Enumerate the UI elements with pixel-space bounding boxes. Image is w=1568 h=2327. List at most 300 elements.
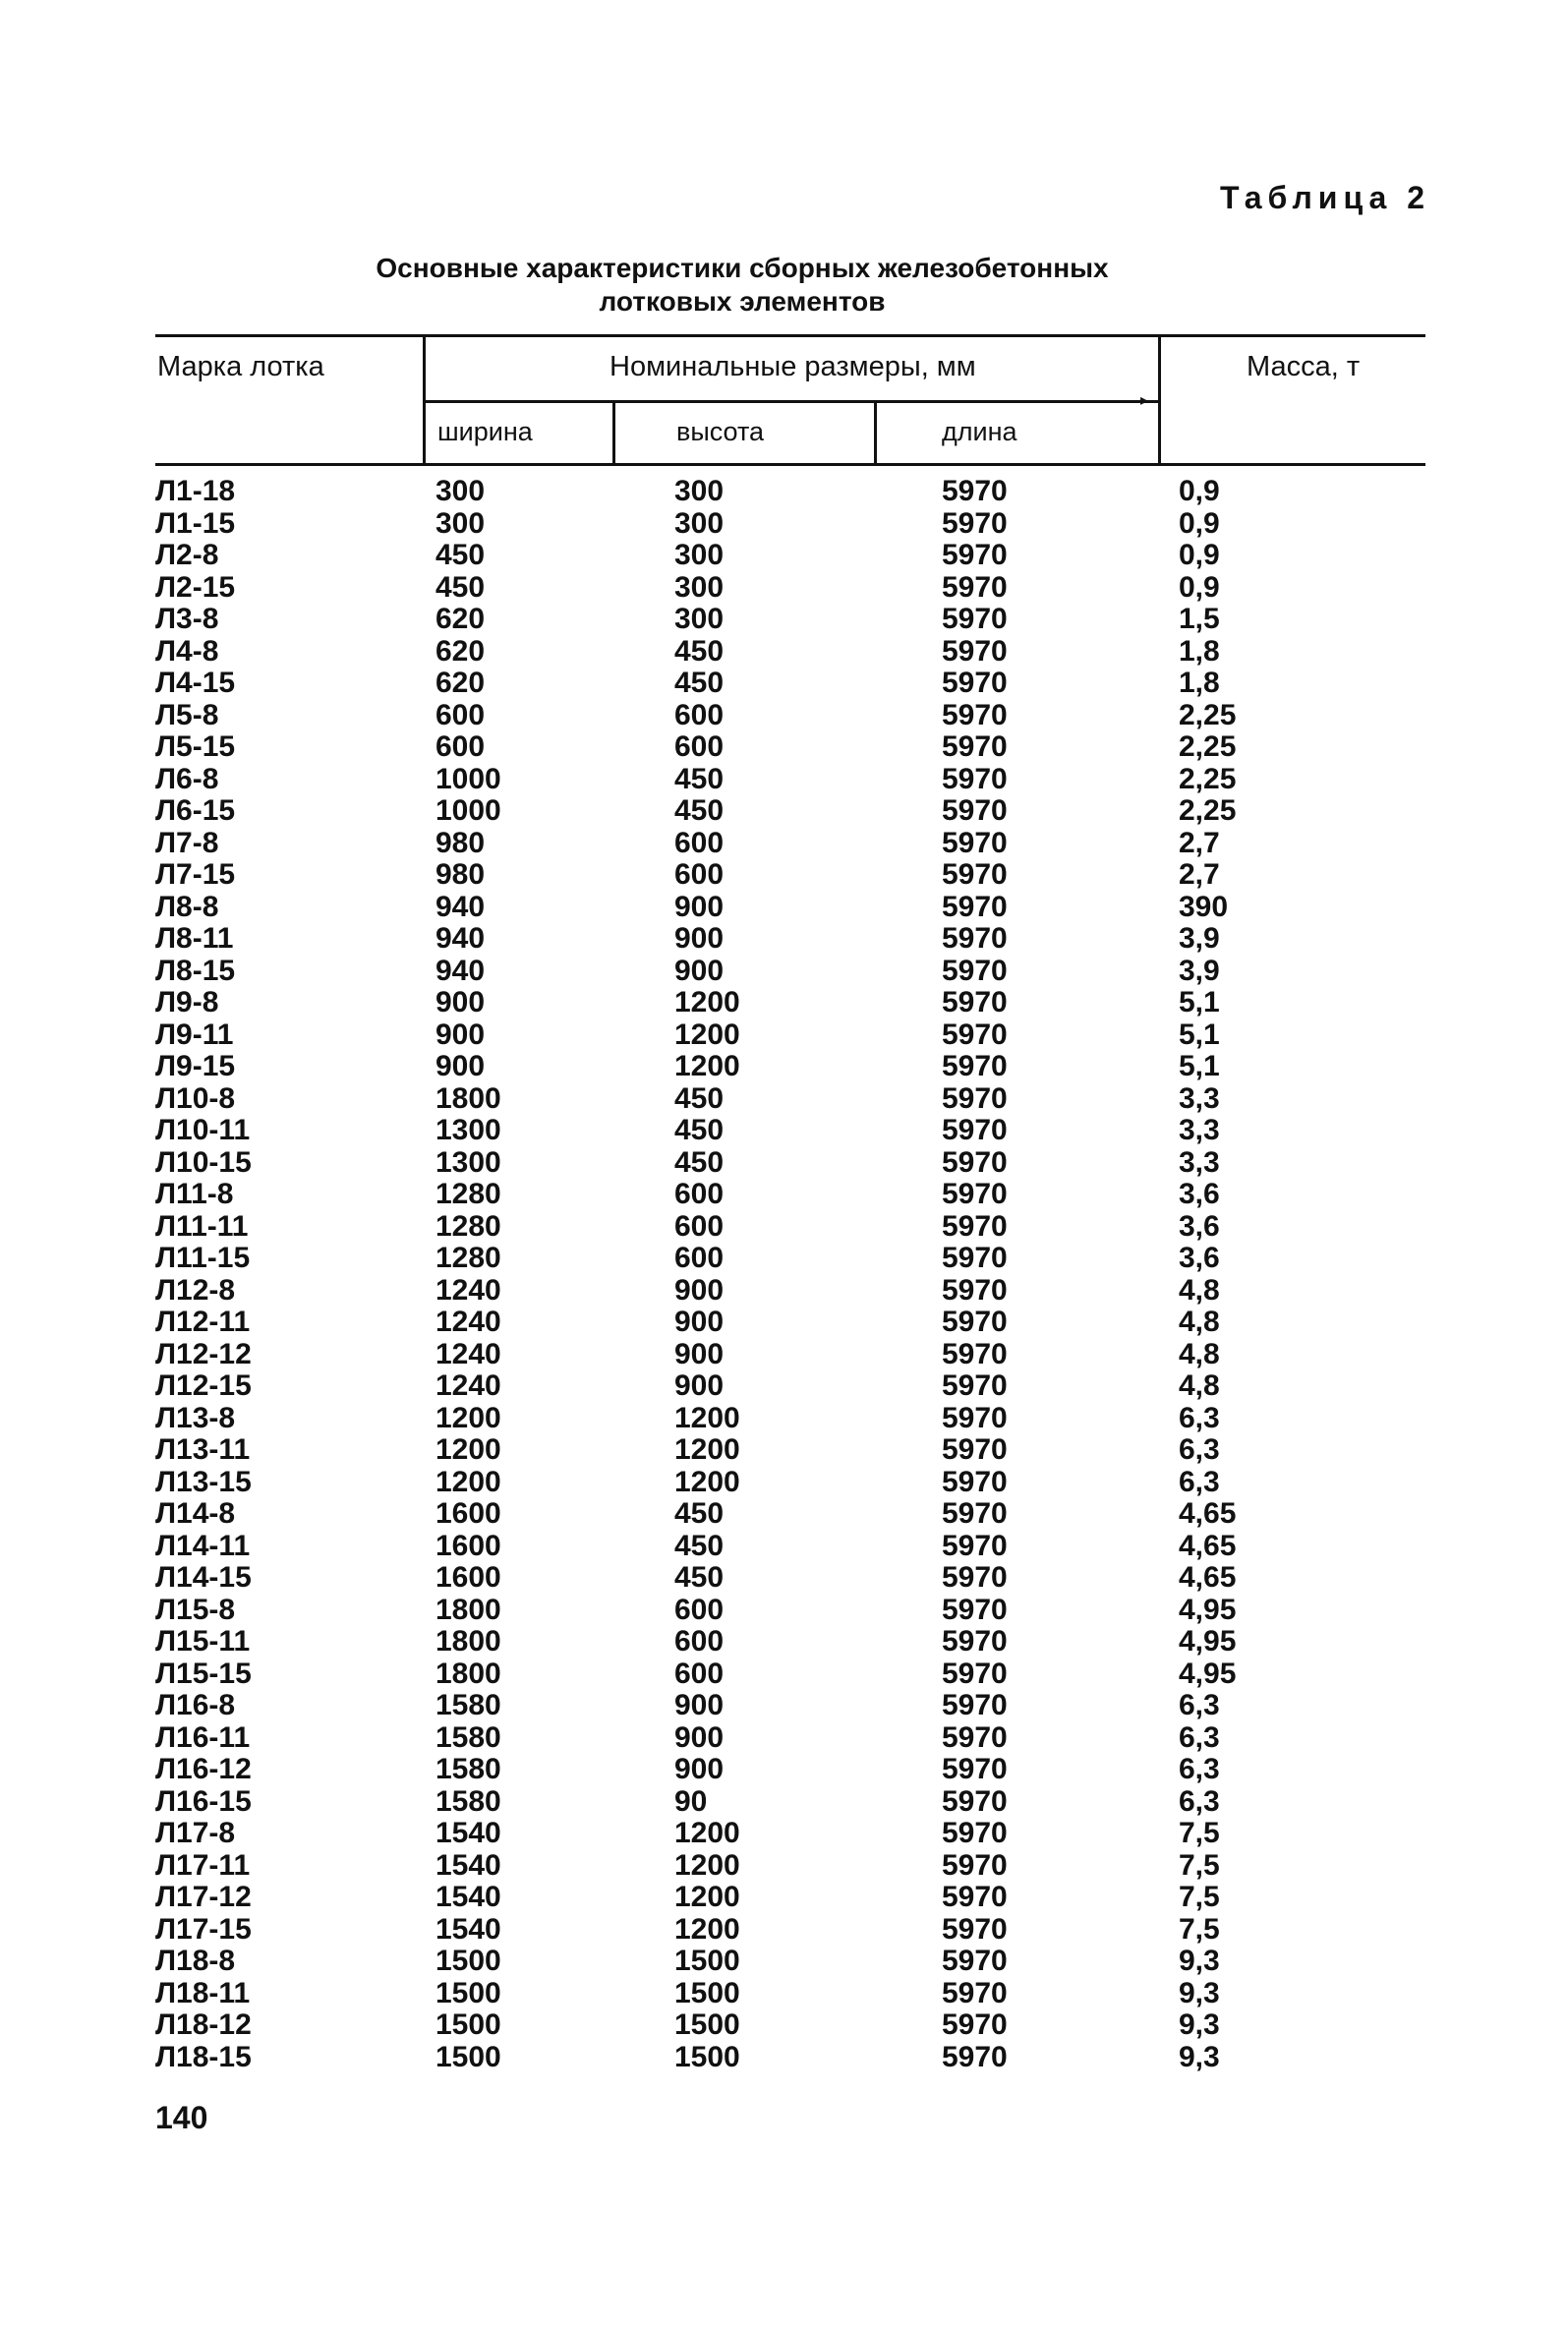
- cell-height: 450: [674, 667, 725, 699]
- cell-length: 5970: [942, 1848, 1008, 1882]
- table-row: [0, 668, 1568, 700]
- cell-height: 300: [674, 475, 725, 507]
- cell-mass: 2,25: [1179, 762, 1237, 795]
- cell-width: 1200: [436, 1401, 501, 1434]
- header-length: длина: [942, 417, 1017, 446]
- cell-width: 1800: [436, 1625, 501, 1658]
- cell-height: 300: [674, 570, 725, 604]
- cell-width: 1600: [436, 1497, 501, 1530]
- cell-length: 5970: [942, 762, 1008, 795]
- cell-height: 450: [674, 794, 725, 827]
- cell-mass: 1,8: [1179, 667, 1220, 699]
- cell-height: 1200: [674, 1018, 740, 1051]
- cell-width: 1200: [436, 1465, 501, 1498]
- table-row: [0, 1531, 1568, 1563]
- cell-height: 900: [674, 1720, 725, 1754]
- cell-width: 450: [436, 539, 486, 571]
- table-caption: [354, 252, 1131, 319]
- cell-mass: 5,1: [1179, 1050, 1220, 1082]
- cell-mark: Л8-8: [155, 890, 219, 923]
- cell-height: 1500: [674, 2008, 740, 2041]
- cell-mass: 3,3: [1179, 1145, 1220, 1179]
- table-row: [0, 987, 1568, 1019]
- table-row: [0, 540, 1568, 572]
- cell-mark: Л11-11: [155, 1209, 249, 1243]
- cell-height: 450: [674, 1561, 725, 1594]
- cell-width: 1240: [436, 1273, 501, 1307]
- cell-mass: 3,9: [1179, 922, 1220, 955]
- cell-mass: 4,8: [1179, 1273, 1220, 1307]
- cell-height: 450: [674, 634, 725, 668]
- table-row: [0, 731, 1568, 764]
- cell-width: 1280: [436, 1209, 501, 1243]
- cell-width: 1580: [436, 1720, 501, 1754]
- cell-width: 1500: [436, 2008, 501, 2041]
- cell-length: 5970: [942, 1625, 1008, 1658]
- cell-length: 5970: [942, 1561, 1008, 1594]
- cell-length: 5970: [942, 858, 1008, 891]
- cell-mass: 6,3: [1179, 1784, 1220, 1818]
- cell-mass: 9,3: [1179, 2008, 1220, 2041]
- table-row: [0, 1051, 1568, 1083]
- table-row: [0, 2009, 1568, 2042]
- cell-width: 1000: [436, 794, 501, 827]
- table-row: [0, 476, 1568, 508]
- header-divider-4: [1158, 334, 1161, 463]
- table-row: [0, 828, 1568, 860]
- cell-width: 1000: [436, 762, 501, 795]
- cell-height: 1200: [674, 986, 740, 1018]
- table-row: [0, 1243, 1568, 1275]
- cell-length: 5970: [942, 730, 1008, 763]
- header-divider-1: [423, 334, 426, 463]
- cell-height: 450: [674, 762, 725, 795]
- cell-length: 5970: [942, 1081, 1008, 1115]
- cell-width: 1600: [436, 1529, 501, 1562]
- cell-mark: Л6-15: [155, 794, 236, 827]
- cell-length: 5970: [942, 2008, 1008, 2041]
- cell-mass: 3,3: [1179, 1114, 1220, 1146]
- table-row: [0, 1147, 1568, 1180]
- cell-height: 900: [674, 1337, 725, 1370]
- cell-mass: 2,7: [1179, 858, 1220, 891]
- cell-mass: 0,9: [1179, 506, 1220, 540]
- table-row: [0, 508, 1568, 541]
- cell-width: 940: [436, 954, 486, 987]
- cell-width: 620: [436, 603, 486, 635]
- cell-mass: 7,5: [1179, 1881, 1220, 1913]
- table-row: [0, 892, 1568, 924]
- cell-mass: 4,95: [1179, 1625, 1237, 1658]
- cell-length: 5970: [942, 1145, 1008, 1179]
- cell-mark: Л17-12: [155, 1881, 252, 1913]
- cell-width: 900: [436, 1018, 486, 1051]
- cell-mass: 390: [1179, 890, 1229, 923]
- table-row: [0, 923, 1568, 956]
- cell-width: 300: [436, 506, 486, 540]
- cell-mark: Л13-15: [155, 1465, 252, 1498]
- cell-height: 1500: [674, 2040, 740, 2073]
- cell-width: 1540: [436, 1881, 501, 1913]
- cell-length: 5970: [942, 826, 1008, 859]
- cell-length: 5970: [942, 1209, 1008, 1243]
- cell-height: 900: [674, 1273, 725, 1307]
- cell-mark: Л12-8: [155, 1273, 236, 1307]
- cell-mass: 6,3: [1179, 1433, 1220, 1466]
- cell-mark: Л13-11: [155, 1433, 251, 1466]
- cell-mark: Л18-12: [155, 2008, 252, 2041]
- table-row: [0, 1562, 1568, 1595]
- cell-mark: Л10-8: [155, 1081, 236, 1115]
- cell-mark: Л1-18: [155, 475, 236, 507]
- table-row: [0, 1914, 1568, 1947]
- cell-mass: 0,9: [1179, 475, 1220, 507]
- cell-height: 300: [674, 506, 725, 540]
- cell-mark: Л15-11: [155, 1625, 251, 1658]
- table-row: [0, 636, 1568, 669]
- header-height: высота: [676, 417, 765, 446]
- cell-length: 5970: [942, 1689, 1008, 1721]
- table-row: [0, 1115, 1568, 1147]
- table-row: [0, 1595, 1568, 1627]
- cell-width: 1240: [436, 1337, 501, 1370]
- cell-width: 1540: [436, 1912, 501, 1946]
- table-row: [0, 700, 1568, 732]
- table-row: [0, 1754, 1568, 1786]
- cell-width: 1580: [436, 1784, 501, 1818]
- cell-width: 600: [436, 698, 486, 731]
- header-bottom-rule: [155, 463, 1425, 466]
- cell-mark: Л3-8: [155, 603, 219, 635]
- cell-mass: 4,65: [1179, 1529, 1237, 1562]
- cell-height: 1200: [674, 1433, 740, 1466]
- cell-height: 600: [674, 858, 725, 891]
- cell-width: 1240: [436, 1306, 501, 1338]
- cell-mass: 0,9: [1179, 570, 1220, 604]
- cell-mark: Л5-8: [155, 698, 219, 731]
- cell-mark: Л4-8: [155, 634, 219, 668]
- cell-height: 450: [674, 1497, 725, 1530]
- cell-width: 1580: [436, 1753, 501, 1785]
- cell-length: 5970: [942, 634, 1008, 668]
- cell-height: 450: [674, 1081, 725, 1115]
- header-mid-rule: [423, 400, 1160, 403]
- cell-mass: 6,3: [1179, 1753, 1220, 1785]
- table-row: [0, 795, 1568, 828]
- cell-length: 5970: [942, 954, 1008, 987]
- cell-mass: 4,8: [1179, 1306, 1220, 1338]
- cell-width: 1540: [436, 1817, 501, 1849]
- cell-mass: 7,5: [1179, 1817, 1220, 1849]
- cell-height: 900: [674, 1369, 725, 1402]
- table-row: [0, 1658, 1568, 1691]
- header-divider-3: [874, 400, 877, 463]
- cell-length: 5970: [942, 1657, 1008, 1690]
- cell-width: 1240: [436, 1369, 501, 1402]
- arrow-icon: ▸: [1140, 392, 1149, 409]
- cell-mass: 4,8: [1179, 1337, 1220, 1370]
- cell-height: 900: [674, 922, 725, 955]
- table-row: [0, 604, 1568, 636]
- cell-width: 1800: [436, 1081, 501, 1115]
- cell-length: 5970: [942, 794, 1008, 827]
- cell-width: 1300: [436, 1114, 501, 1146]
- cell-length: 5970: [942, 1401, 1008, 1434]
- cell-height: 1500: [674, 1945, 740, 1977]
- cell-mass: 1,5: [1179, 603, 1220, 635]
- cell-mass: 1,8: [1179, 634, 1220, 668]
- table-row: [0, 1179, 1568, 1211]
- table-row: [0, 1946, 1568, 1978]
- cell-mark: Л16-11: [155, 1720, 251, 1754]
- cell-mark: Л12-11: [155, 1306, 251, 1338]
- cell-mass: 0,9: [1179, 539, 1220, 571]
- cell-mark: Л10-11: [155, 1114, 251, 1146]
- cell-length: 5970: [942, 1593, 1008, 1626]
- cell-mark: Л7-8: [155, 826, 219, 859]
- cell-width: 980: [436, 826, 486, 859]
- table-row: [0, 1275, 1568, 1308]
- cell-length: 5970: [942, 1337, 1008, 1370]
- cell-mark: Л11-15: [155, 1242, 251, 1274]
- cell-length: 5970: [942, 667, 1008, 699]
- cell-mark: Л5-15: [155, 730, 236, 763]
- cell-height: 600: [674, 826, 725, 859]
- table-row: [0, 1434, 1568, 1467]
- cell-height: 1200: [674, 1465, 740, 1498]
- cell-length: 5970: [942, 1529, 1008, 1562]
- cell-length: 5970: [942, 1306, 1008, 1338]
- cell-height: 600: [674, 1209, 725, 1243]
- cell-height: 450: [674, 1145, 725, 1179]
- cell-length: 5970: [942, 1050, 1008, 1082]
- table-row: [0, 1307, 1568, 1339]
- cell-width: 1500: [436, 2040, 501, 2073]
- table-row: [0, 1850, 1568, 1883]
- cell-length: 5970: [942, 698, 1008, 731]
- table-row: [0, 1626, 1568, 1658]
- cell-height: 600: [674, 1657, 725, 1690]
- cell-mass: 2,25: [1179, 794, 1237, 827]
- cell-mass: 6,3: [1179, 1465, 1220, 1498]
- table-row: [0, 1467, 1568, 1499]
- cell-mark: Л15-15: [155, 1657, 252, 1690]
- cell-mark: Л9-11: [155, 1018, 234, 1051]
- header-divider-2: [612, 400, 615, 463]
- header-nominal-sizes: Номинальные размеры, мм: [610, 351, 976, 382]
- cell-mark: Л11-8: [155, 1178, 234, 1210]
- header-mark: Марка лотка: [157, 351, 324, 382]
- table-row: [0, 1978, 1568, 2010]
- page-number: 140: [155, 2100, 208, 2135]
- cell-length: 5970: [942, 1433, 1008, 1466]
- cell-width: 1580: [436, 1689, 501, 1721]
- cell-width: 1280: [436, 1242, 501, 1274]
- cell-height: 600: [674, 1178, 725, 1210]
- cell-mark: Л2-8: [155, 539, 219, 571]
- cell-mark: Л9-8: [155, 986, 219, 1018]
- cell-mass: 5,1: [1179, 986, 1220, 1018]
- cell-length: 5970: [942, 1945, 1008, 1977]
- cell-mass: 6,3: [1179, 1689, 1220, 1721]
- cell-length: 5970: [942, 1753, 1008, 1785]
- cell-height: 600: [674, 1593, 725, 1626]
- cell-length: 5970: [942, 1369, 1008, 1402]
- table-row: [0, 1786, 1568, 1819]
- cell-height: 600: [674, 1242, 725, 1274]
- cell-mass: 4,8: [1179, 1369, 1220, 1402]
- table-row: [0, 1690, 1568, 1722]
- cell-width: 600: [436, 730, 486, 763]
- cell-mark: Л12-12: [155, 1337, 252, 1370]
- header-width: ширина: [437, 417, 533, 446]
- cell-height: 900: [674, 1306, 725, 1338]
- cell-mark: Л16-12: [155, 1753, 252, 1785]
- cell-mark: Л17-15: [155, 1912, 252, 1946]
- cell-length: 5970: [942, 1720, 1008, 1754]
- cell-mass: 3,6: [1179, 1209, 1220, 1243]
- table-row: [0, 1403, 1568, 1435]
- cell-mark: Л14-11: [155, 1529, 251, 1562]
- cell-length: 5970: [942, 1784, 1008, 1818]
- cell-height: 1200: [674, 1881, 740, 1913]
- cell-length: 5970: [942, 1465, 1008, 1498]
- cell-height: 900: [674, 954, 725, 987]
- cell-width: 1200: [436, 1433, 501, 1466]
- table-row: [0, 1339, 1568, 1371]
- cell-mark: Л18-11: [155, 1976, 251, 2009]
- cell-mark: Л16-15: [155, 1784, 252, 1818]
- cell-length: 5970: [942, 986, 1008, 1018]
- cell-width: 620: [436, 634, 486, 668]
- cell-mark: Л6-8: [155, 762, 219, 795]
- table-row: [0, 1083, 1568, 1116]
- cell-mass: 2,25: [1179, 730, 1237, 763]
- cell-width: 1600: [436, 1561, 501, 1594]
- cell-mass: 7,5: [1179, 1912, 1220, 1946]
- cell-mark: Л10-15: [155, 1145, 252, 1179]
- cell-mark: Л18-8: [155, 1945, 236, 1977]
- cell-mass: 3,6: [1179, 1242, 1220, 1274]
- table-row: [0, 1019, 1568, 1052]
- cell-length: 5970: [942, 1114, 1008, 1146]
- cell-mass: 6,3: [1179, 1401, 1220, 1434]
- cell-mass: 2,25: [1179, 698, 1237, 731]
- cell-mark: Л18-15: [155, 2040, 252, 2073]
- cell-height: 1200: [674, 1401, 740, 1434]
- header-top-rule: [155, 334, 1425, 337]
- table-row: [0, 572, 1568, 605]
- cell-height: 600: [674, 730, 725, 763]
- cell-width: 900: [436, 1050, 486, 1082]
- cell-mass: 6,3: [1179, 1720, 1220, 1754]
- cell-width: 1540: [436, 1848, 501, 1882]
- cell-width: 1280: [436, 1178, 501, 1210]
- cell-length: 5970: [942, 1018, 1008, 1051]
- cell-width: 900: [436, 986, 486, 1018]
- cell-height: 1200: [674, 1050, 740, 1082]
- table-label: Таблица 2: [1219, 180, 1430, 215]
- cell-width: 620: [436, 667, 486, 699]
- header-mass: Масса, т: [1247, 351, 1361, 382]
- cell-width: 1500: [436, 1945, 501, 1977]
- cell-length: 5970: [942, 539, 1008, 571]
- cell-length: 5970: [942, 506, 1008, 540]
- cell-width: 1500: [436, 1976, 501, 2009]
- table-row: [0, 956, 1568, 988]
- cell-length: 5970: [942, 1273, 1008, 1307]
- caption-line-1: Основные характеристики сборных железобетонных: [376, 253, 1109, 283]
- cell-mark: Л9-15: [155, 1050, 236, 1082]
- cell-height: 900: [674, 1753, 725, 1785]
- cell-length: 5970: [942, 1497, 1008, 1530]
- cell-mark: Л17-11: [155, 1848, 251, 1882]
- cell-mass: 3,6: [1179, 1178, 1220, 1210]
- cell-width: 940: [436, 890, 486, 923]
- cell-mass: 3,3: [1179, 1081, 1220, 1115]
- cell-length: 5970: [942, 1881, 1008, 1913]
- cell-height: 900: [674, 890, 725, 923]
- cell-mark: Л15-8: [155, 1593, 236, 1626]
- cell-length: 5970: [942, 1178, 1008, 1210]
- cell-mass: 7,5: [1179, 1848, 1220, 1882]
- cell-mark: Л2-15: [155, 570, 236, 604]
- cell-mass: 5,1: [1179, 1018, 1220, 1051]
- cell-height: 600: [674, 698, 725, 731]
- cell-mark: Л13-8: [155, 1401, 236, 1434]
- table-row: [0, 1211, 1568, 1244]
- cell-mark: Л16-8: [155, 1689, 236, 1721]
- cell-length: 5970: [942, 890, 1008, 923]
- cell-length: 5970: [942, 1242, 1008, 1274]
- cell-mark: Л1-15: [155, 506, 236, 540]
- cell-width: 1800: [436, 1657, 501, 1690]
- cell-mass: 4,65: [1179, 1497, 1237, 1530]
- cell-mass: 9,3: [1179, 1976, 1220, 2009]
- cell-mark: Л8-15: [155, 954, 236, 987]
- cell-height: 450: [674, 1529, 725, 1562]
- cell-mass: 4,65: [1179, 1561, 1237, 1594]
- cell-mark: Л17-8: [155, 1817, 236, 1849]
- cell-height: 1500: [674, 1976, 740, 2009]
- table-row: [0, 2042, 1568, 2074]
- cell-mark: Л7-15: [155, 858, 236, 891]
- cell-mark: Л14-15: [155, 1561, 252, 1594]
- cell-height: 900: [674, 1689, 725, 1721]
- cell-length: 5970: [942, 475, 1008, 507]
- cell-length: 5970: [942, 1817, 1008, 1849]
- cell-width: 1300: [436, 1145, 501, 1179]
- cell-mass: 4,95: [1179, 1593, 1237, 1626]
- cell-height: 300: [674, 539, 725, 571]
- cell-length: 5970: [942, 1976, 1008, 2009]
- cell-mark: Л14-8: [155, 1497, 236, 1530]
- cell-width: 940: [436, 922, 486, 955]
- cell-mass: 9,3: [1179, 1945, 1220, 1977]
- cell-length: 5970: [942, 2040, 1008, 2073]
- cell-height: 300: [674, 603, 725, 635]
- cell-width: 300: [436, 475, 486, 507]
- cell-height: 450: [674, 1114, 725, 1146]
- cell-height: 90: [674, 1784, 708, 1818]
- cell-width: 450: [436, 570, 486, 604]
- table-body: [0, 476, 1568, 2073]
- cell-height: 1200: [674, 1817, 740, 1849]
- cell-length: 5970: [942, 922, 1008, 955]
- cell-length: 5970: [942, 570, 1008, 604]
- table-row: [0, 764, 1568, 796]
- table-row: [0, 1498, 1568, 1531]
